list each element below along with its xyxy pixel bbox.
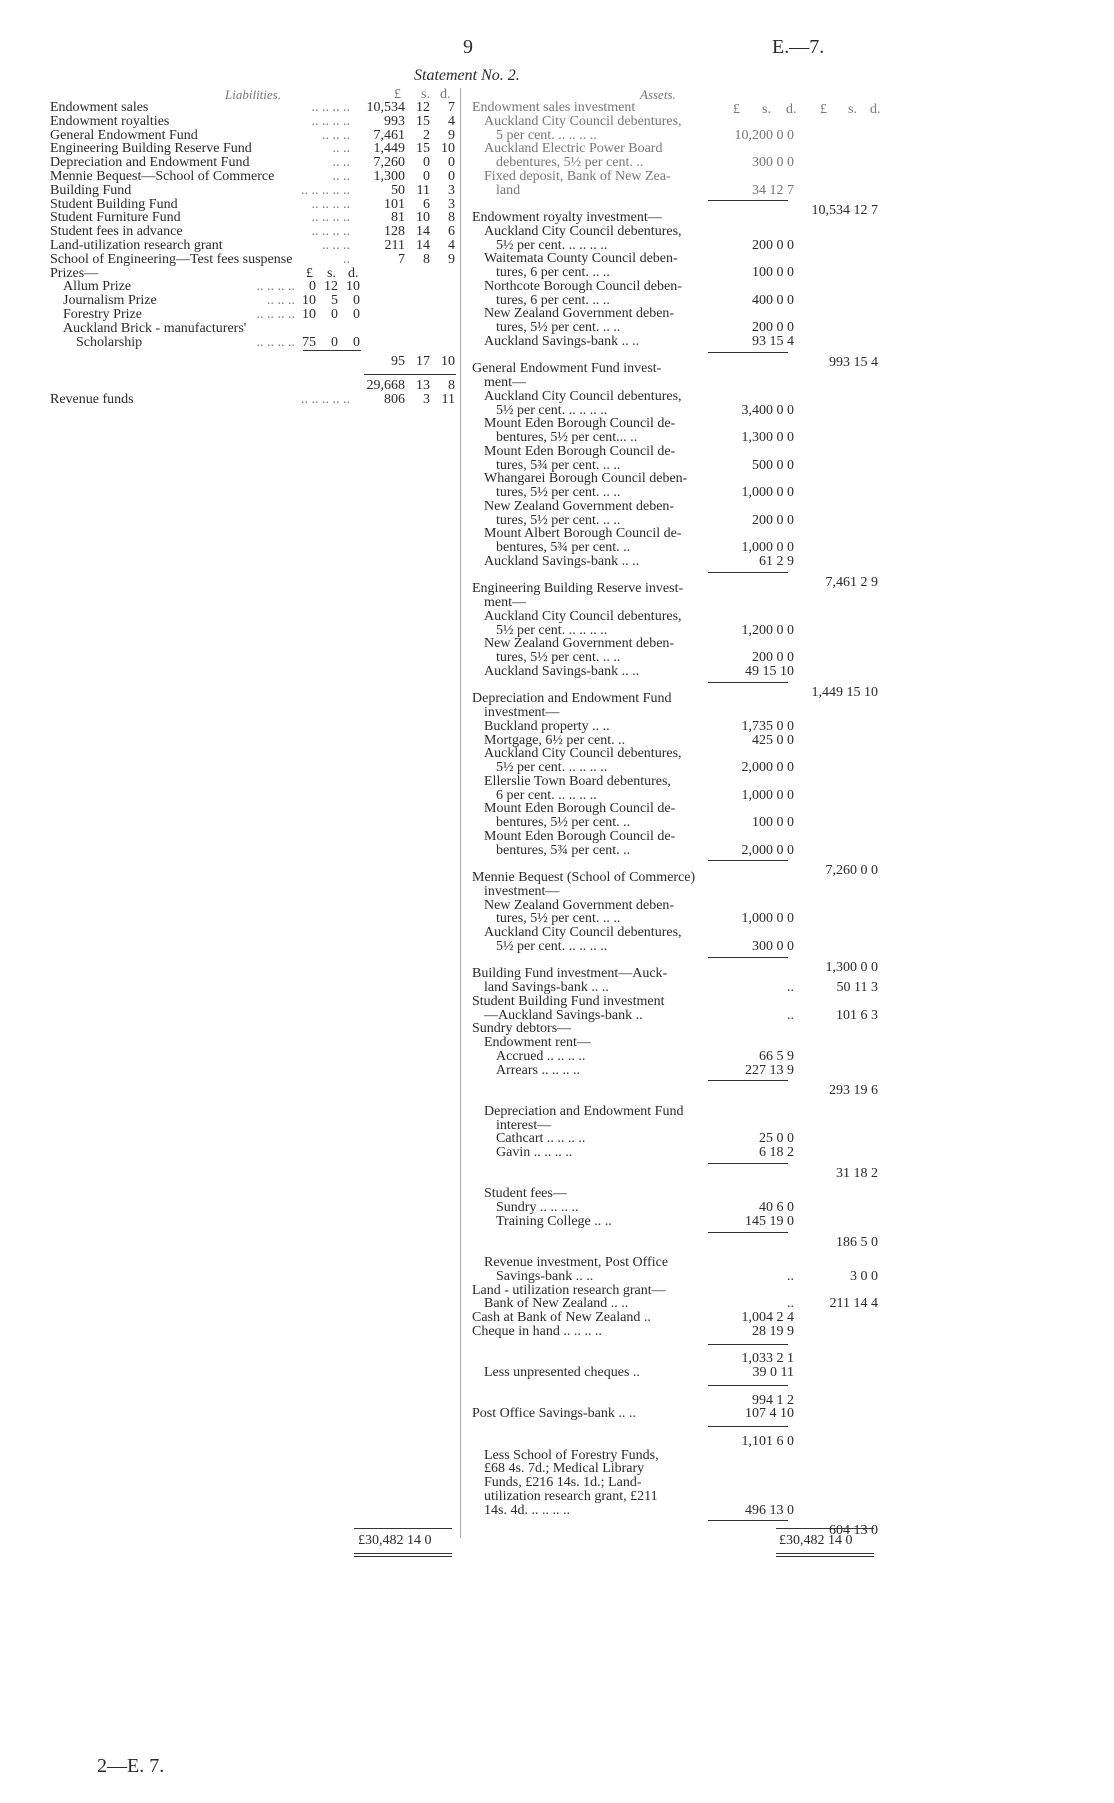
- asset-outer-amount: 1,449 15 10: [811, 684, 878, 700]
- asset-inner-amount: 2,000 0 0: [741, 760, 794, 775]
- liability-label: Student Furniture Fund: [50, 210, 181, 226]
- asset-line-label: Mount Albert Borough Council de-: [484, 526, 682, 542]
- assets-outer-col-pence: d.: [870, 102, 881, 117]
- liability-shillings: 14: [416, 224, 430, 240]
- assets-inner-col-pound: £: [733, 102, 740, 117]
- liability-label: Student fees in advance: [50, 224, 183, 240]
- liability-pounds: 7: [398, 251, 405, 267]
- asset-line-label: Post Office Savings-bank .. ..: [472, 1406, 636, 1422]
- asset-line-label: tures, 5½ per cent. .. ..: [496, 650, 621, 665]
- asset-outer-amount: 10,534 12 7: [811, 203, 878, 219]
- asset-line-label: 5½ per cent. .. .. .. ..: [496, 402, 608, 418]
- asset-outer-amount: 293 19 6: [829, 1083, 878, 1099]
- asset-inner-amount: 10,200 0 0: [734, 127, 794, 143]
- asset-line-label: Bank of New Zealand .. ..: [484, 1296, 629, 1312]
- asset-inner-amount: 2,000 0 0: [741, 842, 794, 858]
- asset-line-label: Auckland City Council debentures,: [484, 113, 682, 129]
- asset-line-label: utilization research grant, £211: [484, 1488, 658, 1504]
- asset-line-label: bentures, 5¾ per cent. ..: [496, 842, 631, 858]
- liability-pence: 6: [448, 224, 455, 240]
- liability-shillings: 15: [416, 141, 430, 157]
- asset-inner-amount: 66 5 9: [759, 1048, 794, 1064]
- liability-pounds: 81: [391, 210, 405, 226]
- asset-inner-rule: [708, 1232, 788, 1233]
- statement-title: Statement No. 2.: [414, 67, 520, 84]
- prizes-total-shillings: 17: [416, 354, 430, 370]
- asset-outer-amount: 993 15 4: [829, 354, 878, 370]
- asset-line-label: tures, 5½ per cent. .. ..: [496, 320, 621, 335]
- prize-label: Allum Prize: [63, 279, 132, 295]
- asset-inner-amount: 1,300 0 0: [741, 430, 794, 445]
- asset-line-label: 5½ per cent. .. .. .. ..: [496, 938, 608, 954]
- asset-line-label: 6 per cent. .. .. .. ..: [496, 787, 597, 803]
- asset-line-label: New Zealand Government deben-: [484, 498, 675, 514]
- assets-total-rule-bottom: [776, 1553, 874, 1554]
- liability-pounds: 7,461: [373, 127, 405, 143]
- prize-shillings: 5: [331, 293, 338, 309]
- prizes-label: Prizes—: [50, 265, 99, 281]
- asset-line-label: Endowment rent—: [484, 1035, 591, 1050]
- prizes-total-pence: 10: [441, 354, 455, 370]
- asset-inner-amount: 1,200 0 0: [741, 622, 794, 638]
- liability-leader: .. .. .. ..: [311, 224, 350, 240]
- asset-line-label: Ellerslie Town Board debentures,: [484, 773, 671, 789]
- asset-inner-amount: 61 2 9: [759, 553, 794, 569]
- asset-line-label: Cash at Bank of New Zealand ..: [472, 1310, 651, 1325]
- asset-inner-amount: 25 0 0: [759, 1131, 794, 1147]
- liability-pounds: 101: [384, 196, 405, 212]
- asset-inner-amount: 1,000 0 0: [741, 485, 794, 500]
- liability-leader: .. .. .. ..: [311, 210, 350, 226]
- asset-line-label: Savings-bank .. ..: [496, 1268, 594, 1284]
- asset-line-label: investment—: [484, 883, 560, 899]
- liabilities-total-rule-bottom: [354, 1553, 452, 1554]
- liability-pounds: 128: [384, 224, 405, 240]
- liability-shillings: 0: [423, 169, 430, 184]
- liability-pence: 3: [448, 196, 455, 212]
- asset-line-label: Revenue investment, Post Office: [484, 1255, 669, 1270]
- asset-line-label: ment—: [484, 595, 526, 610]
- asset-inner-amount: 39 0 11: [752, 1365, 794, 1380]
- asset-inner-amount: 300 0 0: [752, 938, 794, 954]
- asset-line-label: investment—: [484, 705, 560, 720]
- asset-line-label: Auckland City Council debentures,: [484, 925, 682, 940]
- asset-outer-amount: 3 0 0: [850, 1268, 878, 1284]
- asset-inner-amount: 200 0 0: [752, 512, 794, 528]
- asset-inner-amount: 40 6 0: [759, 1200, 794, 1215]
- asset-line-label: tures, 6 per cent. .. ..: [496, 292, 610, 308]
- asset-inner-amount: 100 0 0: [752, 815, 794, 830]
- liability-pence: 8: [448, 210, 455, 226]
- asset-line-label: Auckland City Council debentures,: [484, 746, 682, 762]
- asset-inner-amount: 1,735 0 0: [741, 718, 794, 734]
- liabilities-col-pence: d.: [440, 87, 451, 102]
- asset-outer-amount: 50 11 3: [836, 980, 878, 995]
- asset-outer-amount: 211 14 4: [829, 1296, 878, 1312]
- prizes-col-pence: d.: [348, 265, 359, 281]
- asset-inner-rule: [708, 957, 788, 958]
- assets-grand-total: £30,482 14 0: [779, 1533, 853, 1548]
- asset-line-label: tures, 5¾ per cent. .. ..: [496, 457, 621, 473]
- asset-line-label: tures, 5½ per cent. .. ..: [496, 911, 621, 927]
- liability-leader: .. .. .. ..: [311, 196, 350, 212]
- asset-line-label: Less School of Forestry Funds,: [484, 1447, 659, 1463]
- asset-line-label: Auckland City Council debentures,: [484, 223, 682, 239]
- asset-line-label: Auckland City Council debentures,: [484, 608, 682, 624]
- asset-line-label: Land - utilization research grant—: [472, 1282, 666, 1298]
- revenue-funds-shillings: 3: [423, 392, 430, 408]
- prize-leader: .. .. .. ..: [256, 279, 295, 295]
- revenue-funds-pounds: 806: [384, 392, 405, 408]
- asset-inner-rule: [708, 860, 788, 861]
- asset-inner-amount: 994 1 2: [752, 1392, 794, 1408]
- asset-line-label: Mount Eden Borough Council de-: [484, 416, 676, 432]
- liabilities-grand-total: £30,482 14 0: [358, 1533, 432, 1548]
- asset-inner-amount: ..: [787, 1268, 794, 1284]
- subtotal-rule: [364, 374, 456, 375]
- asset-line-label: Northcote Borough Council deben-: [484, 278, 682, 294]
- page-number: 9: [463, 36, 473, 58]
- asset-line-label: 5½ per cent. .. .. .. ..: [496, 760, 608, 775]
- liability-pounds: 10,534: [366, 100, 405, 115]
- liability-shillings: 2: [423, 127, 430, 143]
- asset-inner-amount: 200 0 0: [752, 237, 794, 253]
- prize-label: Auckland Brick - manufacturers': [63, 320, 247, 336]
- liability-leader: .. .. .. ..: [311, 113, 350, 129]
- liability-label: Engineering Building Reserve Fund: [50, 141, 252, 157]
- asset-inner-amount: ..: [787, 1296, 794, 1312]
- subtotal-shillings: 13: [416, 378, 430, 394]
- asset-line-label: Student fees—: [484, 1186, 567, 1202]
- asset-inner-amount: 300 0 0: [752, 155, 794, 170]
- asset-inner-amount: 100 0 0: [752, 265, 794, 280]
- asset-line-label: Gavin .. .. .. ..: [496, 1145, 573, 1160]
- asset-line-label: Sundry debtors—: [472, 1021, 572, 1037]
- asset-line-label: ment—: [484, 375, 526, 390]
- prizes-col-shilling: s.: [327, 265, 336, 281]
- asset-line-label: Mortgage, 6½ per cent. ..: [484, 732, 626, 748]
- asset-inner-amount: 6 18 2: [759, 1145, 794, 1160]
- asset-line-label: Endowment royalty investment—: [472, 210, 662, 225]
- asset-line-label: 5 per cent. .. .. .. ..: [496, 127, 597, 143]
- liability-shillings: 11: [416, 182, 430, 198]
- prizes-total-pounds: 95: [391, 354, 405, 370]
- asset-line-label: land: [496, 182, 521, 198]
- prize-pence: 0: [353, 307, 360, 322]
- asset-line-label: Cathcart .. .. .. ..: [496, 1131, 586, 1147]
- asset-outer-amount: 7,260 0 0: [825, 863, 878, 879]
- asset-line-label: Buckland property .. ..: [484, 718, 610, 734]
- liability-shillings: 6: [423, 196, 430, 212]
- asset-inner-amount: ..: [787, 1007, 794, 1023]
- asset-inner-rule: [708, 200, 788, 201]
- assets-outer-col-pound: £: [820, 102, 827, 117]
- liability-pence: 4: [448, 238, 455, 253]
- prize-pence: 0: [353, 334, 360, 350]
- liabilities-total-rule-top: [354, 1528, 452, 1529]
- asset-inner-rule: [708, 1163, 788, 1164]
- liability-pence: 0: [448, 155, 455, 171]
- asset-inner-amount: 400 0 0: [752, 292, 794, 308]
- asset-line-label: Funds, £216 14s. 1d.; Land-: [484, 1475, 642, 1490]
- asset-line-label: bentures, 5½ per cent... ..: [496, 430, 638, 445]
- prize-pence: 0: [353, 293, 360, 309]
- asset-inner-amount: 49 15 10: [745, 663, 794, 679]
- liability-pence: 9: [448, 127, 455, 143]
- asset-inner-amount: 1,000 0 0: [741, 787, 794, 803]
- asset-line-label: Training College .. ..: [496, 1213, 612, 1229]
- asset-inner-amount: 1,004 2 4: [741, 1310, 794, 1325]
- asset-inner-amount: 107 4 10: [745, 1406, 794, 1422]
- asset-outer-amount: 1,300 0 0: [825, 959, 878, 975]
- asset-line-label: Engineering Building Reserve invest-: [472, 581, 684, 597]
- assets-total-rule-bottom-2: [776, 1556, 874, 1557]
- asset-line-label: Arrears .. .. .. ..: [496, 1062, 580, 1078]
- liability-label: Mennie Bequest—School of Commerce: [50, 169, 275, 184]
- asset-line-label: Student Building Fund investment: [472, 993, 665, 1009]
- asset-inner-amount: 1,033 2 1: [741, 1351, 794, 1367]
- asset-line-label: Depreciation and Endowment Fund: [484, 1103, 684, 1119]
- prize-leader: .. .. .. ..: [256, 334, 295, 350]
- asset-inner-amount: 1,101 6 0: [741, 1433, 794, 1449]
- asset-outer-amount: 31 18 2: [836, 1165, 878, 1181]
- asset-line-label: New Zealand Government deben-: [484, 897, 675, 913]
- asset-line-label: tures, 5½ per cent. .. ..: [496, 512, 621, 528]
- asset-line-label: Depreciation and Endowment Fund: [472, 691, 672, 707]
- prize-pounds: 10: [302, 293, 316, 309]
- liabilities-heading: Liabilities.: [225, 87, 281, 102]
- assets-inner-col-pence: d.: [786, 102, 797, 117]
- assets-total-rule-top: [776, 1528, 874, 1529]
- liability-label: Student Building Fund: [50, 196, 178, 212]
- liability-shillings: 8: [423, 251, 430, 267]
- liability-label: School of Engineering—Test fees suspense: [50, 251, 293, 267]
- asset-inner-rule: [708, 1426, 788, 1427]
- asset-inner-amount: 500 0 0: [752, 457, 794, 473]
- liability-label: Depreciation and Endowment Fund: [50, 155, 250, 171]
- asset-inner-rule: [708, 682, 788, 683]
- revenue-funds-pence: 11: [441, 392, 455, 408]
- asset-line-label: Auckland Savings-bank .. ..: [484, 553, 640, 569]
- prize-label: Forestry Prize: [63, 307, 142, 322]
- asset-line-label: New Zealand Government deben-: [484, 306, 675, 322]
- asset-line-label: Fixed deposit, Bank of New Zea-: [484, 168, 671, 184]
- subtotal-pence: 8: [448, 378, 455, 394]
- prizes-col-pound: £: [306, 265, 313, 281]
- asset-inner-amount: 1,000 0 0: [741, 540, 794, 555]
- liability-pounds: 1,300: [373, 169, 405, 184]
- asset-line-label: Mount Eden Borough Council de-: [484, 828, 676, 844]
- asset-line-label: tures, 6 per cent. .. ..: [496, 265, 610, 280]
- liability-pounds: 1,449: [373, 141, 405, 157]
- liabilities-col-pound: £: [394, 87, 401, 102]
- asset-line-label: Auckland City Council debentures,: [484, 388, 682, 404]
- asset-line-label: land Savings-bank .. ..: [484, 980, 609, 995]
- liability-shillings: 10: [416, 210, 430, 226]
- liability-leader: .. .. ..: [322, 127, 350, 143]
- liability-leader: .. ..: [332, 141, 350, 157]
- footer-reference: 2—E. 7.: [97, 1755, 165, 1777]
- asset-inner-rule: [708, 1520, 788, 1521]
- asset-line-label: 5½ per cent. .. .. .. ..: [496, 622, 608, 638]
- liability-shillings: 15: [416, 113, 430, 129]
- liability-pence: 3: [448, 182, 455, 198]
- asset-line-label: Mount Eden Borough Council de-: [484, 443, 676, 459]
- liability-shillings: 12: [416, 100, 430, 115]
- asset-inner-rule: [708, 1385, 788, 1386]
- liability-pounds: 50: [391, 182, 405, 198]
- liabilities-total-rule-bottom-2: [354, 1556, 452, 1557]
- liability-leader: .. ..: [332, 169, 350, 184]
- liability-pence: 9: [448, 251, 455, 267]
- asset-line-label: Auckland Savings-bank .. ..: [484, 333, 640, 349]
- liability-label: Building Fund: [50, 182, 132, 198]
- prize-pounds: 10: [302, 307, 316, 322]
- asset-line-label: Waitemata County Council deben-: [484, 251, 678, 267]
- asset-inner-amount: 145 19 0: [745, 1213, 794, 1229]
- liability-label: Endowment royalties: [50, 113, 170, 129]
- asset-inner-amount: 227 13 9: [745, 1062, 794, 1078]
- asset-inner-amount: 3,400 0 0: [741, 402, 794, 418]
- asset-outer-amount: 7,461 2 9: [825, 574, 878, 590]
- document-reference: E.—7.: [772, 36, 825, 58]
- prize-shillings: 0: [331, 307, 338, 322]
- liability-shillings: 0: [423, 155, 430, 171]
- liability-pounds: 993: [384, 113, 405, 129]
- asset-line-label: Auckland Electric Power Board: [484, 141, 663, 157]
- asset-line-label: Mennie Bequest (School of Commerce): [472, 870, 696, 885]
- asset-line-label: bentures, 5¾ per cent. ..: [496, 540, 631, 555]
- liabilities-col-shilling: s.: [421, 87, 430, 102]
- liability-leader: .. .. .. ..: [311, 100, 350, 115]
- subtotal-pounds: 29,668: [366, 378, 405, 394]
- asset-inner-amount: 200 0 0: [752, 320, 794, 335]
- asset-outer-amount: 186 5 0: [836, 1234, 878, 1250]
- liability-pounds: 211: [384, 238, 405, 253]
- asset-line-label: Mount Eden Borough Council de-: [484, 801, 676, 817]
- prize-shillings: 0: [331, 334, 338, 350]
- asset-line-label: Sundry .. .. .. ..: [496, 1200, 579, 1215]
- prize-label: Scholarship: [76, 334, 143, 350]
- prize-leader: .. .. ..: [267, 293, 295, 309]
- liability-leader: ..: [343, 251, 350, 267]
- prize-label: Journalism Prize: [63, 293, 157, 309]
- asset-outer-amount: 101 6 3: [836, 1007, 878, 1023]
- prize-leader: .. .. .. ..: [256, 307, 295, 322]
- asset-line-label: 14s. 4d. .. .. .. ..: [484, 1502, 570, 1518]
- asset-inner-amount: 34 12 7: [752, 182, 794, 198]
- liability-pence: 0: [448, 169, 455, 184]
- liability-label: Endowment sales: [50, 100, 149, 115]
- liability-leader: .. .. .. .. ..: [301, 182, 350, 198]
- revenue-funds-label: Revenue funds: [50, 392, 134, 408]
- asset-line-label: General Endowment Fund invest-: [472, 361, 662, 377]
- prize-shillings: 12: [324, 279, 338, 295]
- asset-inner-rule: [708, 352, 788, 353]
- asset-line-label: Whangarei Borough Council deben-: [484, 471, 688, 487]
- asset-line-label: 5½ per cent. .. .. .. ..: [496, 237, 608, 253]
- asset-line-label: £68 4s. 7d.; Medical Library: [484, 1461, 645, 1477]
- asset-inner-amount: 1,000 0 0: [741, 911, 794, 927]
- liability-label: Land-utilization research grant: [50, 238, 223, 253]
- asset-line-label: Cheque in hand .. .. .. ..: [472, 1323, 602, 1339]
- assets-heading: Assets.: [640, 87, 676, 102]
- liability-label: General Endowment Fund: [50, 127, 198, 143]
- liability-leader: .. .. ..: [322, 238, 350, 253]
- asset-inner-amount: 28 19 9: [752, 1323, 794, 1339]
- liability-pounds: 7,260: [373, 155, 405, 171]
- asset-inner-amount: ..: [787, 980, 794, 995]
- asset-line-label: Accrued .. .. .. ..: [496, 1048, 586, 1064]
- prizes-rule: [303, 350, 361, 351]
- liability-pence: 10: [441, 141, 455, 157]
- prize-pounds: 75: [302, 334, 316, 350]
- asset-inner-rule: [708, 572, 788, 573]
- prize-pence: 10: [346, 279, 360, 295]
- liability-pence: 7: [448, 100, 455, 115]
- asset-line-label: Endowment sales investment: [472, 100, 636, 115]
- column-divider: [460, 88, 461, 1538]
- asset-line-label: bentures, 5½ per cent. ..: [496, 815, 631, 830]
- asset-line-label: Less unpresented cheques ..: [484, 1365, 640, 1380]
- asset-line-label: Auckland Savings-bank .. ..: [484, 663, 640, 679]
- asset-inner-amount: 200 0 0: [752, 650, 794, 665]
- asset-line-label: New Zealand Government deben-: [484, 636, 675, 652]
- revenue-funds-leader: .. .. .. .. ..: [301, 392, 350, 408]
- liability-pence: 4: [448, 113, 455, 129]
- liability-shillings: 14: [416, 238, 430, 253]
- asset-line-label: debentures, 5½ per cent. ..: [496, 155, 644, 170]
- assets-inner-col-shilling: s.: [762, 102, 771, 117]
- asset-outer-amount: 604 13 0: [829, 1523, 878, 1539]
- asset-inner-amount: 496 13 0: [745, 1502, 794, 1518]
- asset-line-label: Building Fund investment—Auck-: [472, 966, 668, 982]
- assets-outer-col-shilling: s.: [848, 102, 857, 117]
- asset-line-label: interest—: [496, 1117, 552, 1133]
- liability-leader: .. ..: [332, 155, 350, 171]
- asset-line-label: —Auckland Savings-bank ..: [484, 1007, 643, 1023]
- asset-line-label: tures, 5½ per cent. .. ..: [496, 485, 621, 500]
- asset-inner-rule: [708, 1344, 788, 1345]
- prize-pounds: 0: [309, 279, 316, 295]
- asset-inner-amount: 93 15 4: [752, 333, 794, 349]
- asset-inner-rule: [708, 1080, 788, 1081]
- asset-inner-amount: 425 0 0: [752, 732, 794, 748]
